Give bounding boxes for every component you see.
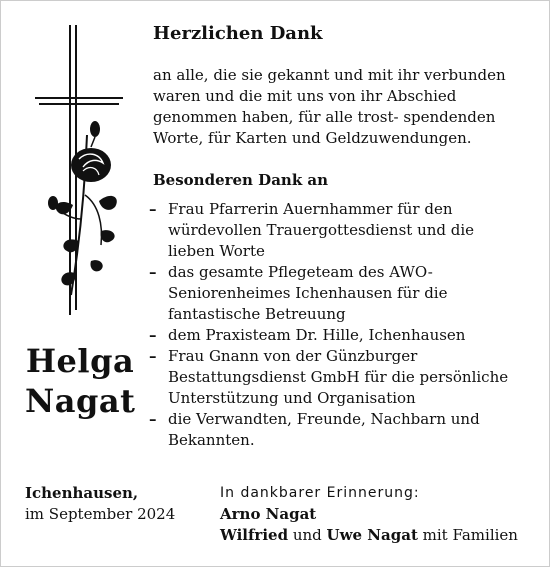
dash-bullet: – <box>149 347 157 365</box>
list-item-line: fantastische Betreuung <box>168 305 346 323</box>
intro-line: genommen haben, für alle trost- spendenden <box>153 108 496 126</box>
signature-intro: In dankbarer Erinnerung: <box>220 485 420 501</box>
place: Ichenhausen, <box>25 484 139 502</box>
list-item-line: Frau Pfarrerin Auernhammer für den <box>168 200 453 218</box>
date: im September 2024 <box>25 505 176 523</box>
list-item-line: Bekannten. <box>168 431 255 449</box>
heading: Herzlichen Dank <box>153 23 323 44</box>
signature-name-2: Uwe Nagat <box>326 526 418 544</box>
list-item <box>149 262 533 325</box>
list-item-line: Unterstützung und Organisation <box>168 389 416 407</box>
thanks-list <box>149 199 533 451</box>
cross-with-rose-icon <box>29 25 139 325</box>
deceased-last-name: Nagat <box>25 382 136 420</box>
special-thanks-heading: Besonderen Dank an <box>153 171 329 189</box>
dash-bullet: – <box>149 200 157 218</box>
signature-name-1: Wilfried <box>220 526 289 544</box>
list-item <box>149 409 533 451</box>
list-item-line: die Verwandten, Freunde, Nachbarn und <box>168 410 480 428</box>
list-item-line: würdevollen Trauergottesdienst und die <box>168 221 475 239</box>
dash-bullet: – <box>149 263 157 281</box>
signature-and: und <box>288 526 327 544</box>
list-item-line: Seniorenheimes Ichenhausen für die <box>168 284 448 302</box>
signature-line-1: Arno Nagat <box>220 505 317 523</box>
dash-bullet: – <box>149 326 157 344</box>
intro-line: an alle, die sie gekannt und mit ihr verbunden <box>153 66 506 84</box>
signature <box>220 483 518 546</box>
list-item <box>149 346 533 409</box>
signature-line-2 <box>220 525 518 546</box>
dash-bullet: – <box>149 410 157 428</box>
list-item-line: lieben Worte <box>168 242 265 260</box>
intro-line: waren und die mit uns von ihr Abschied <box>153 87 457 105</box>
intro-text <box>153 65 533 149</box>
list-item-line: das gesamte Pflegeteam des AWO- <box>168 263 433 281</box>
intro-line: Worte, für Karten und Geldzuwendungen. <box>153 129 472 147</box>
list-item-line: dem Praxisteam Dr. Hille, Ichenhausen <box>168 326 466 344</box>
signature-suffix: mit Familien <box>417 526 518 544</box>
list-item <box>149 199 533 262</box>
list-item-line: Frau Gnann von der Günzburger <box>168 347 418 365</box>
deceased-first-name: Helga <box>25 342 135 380</box>
place-date <box>25 483 175 525</box>
list-item <box>149 325 533 346</box>
deceased-name <box>25 341 135 421</box>
list-item-line: Bestattungsdienst GmbH für die persönliche <box>168 368 509 386</box>
